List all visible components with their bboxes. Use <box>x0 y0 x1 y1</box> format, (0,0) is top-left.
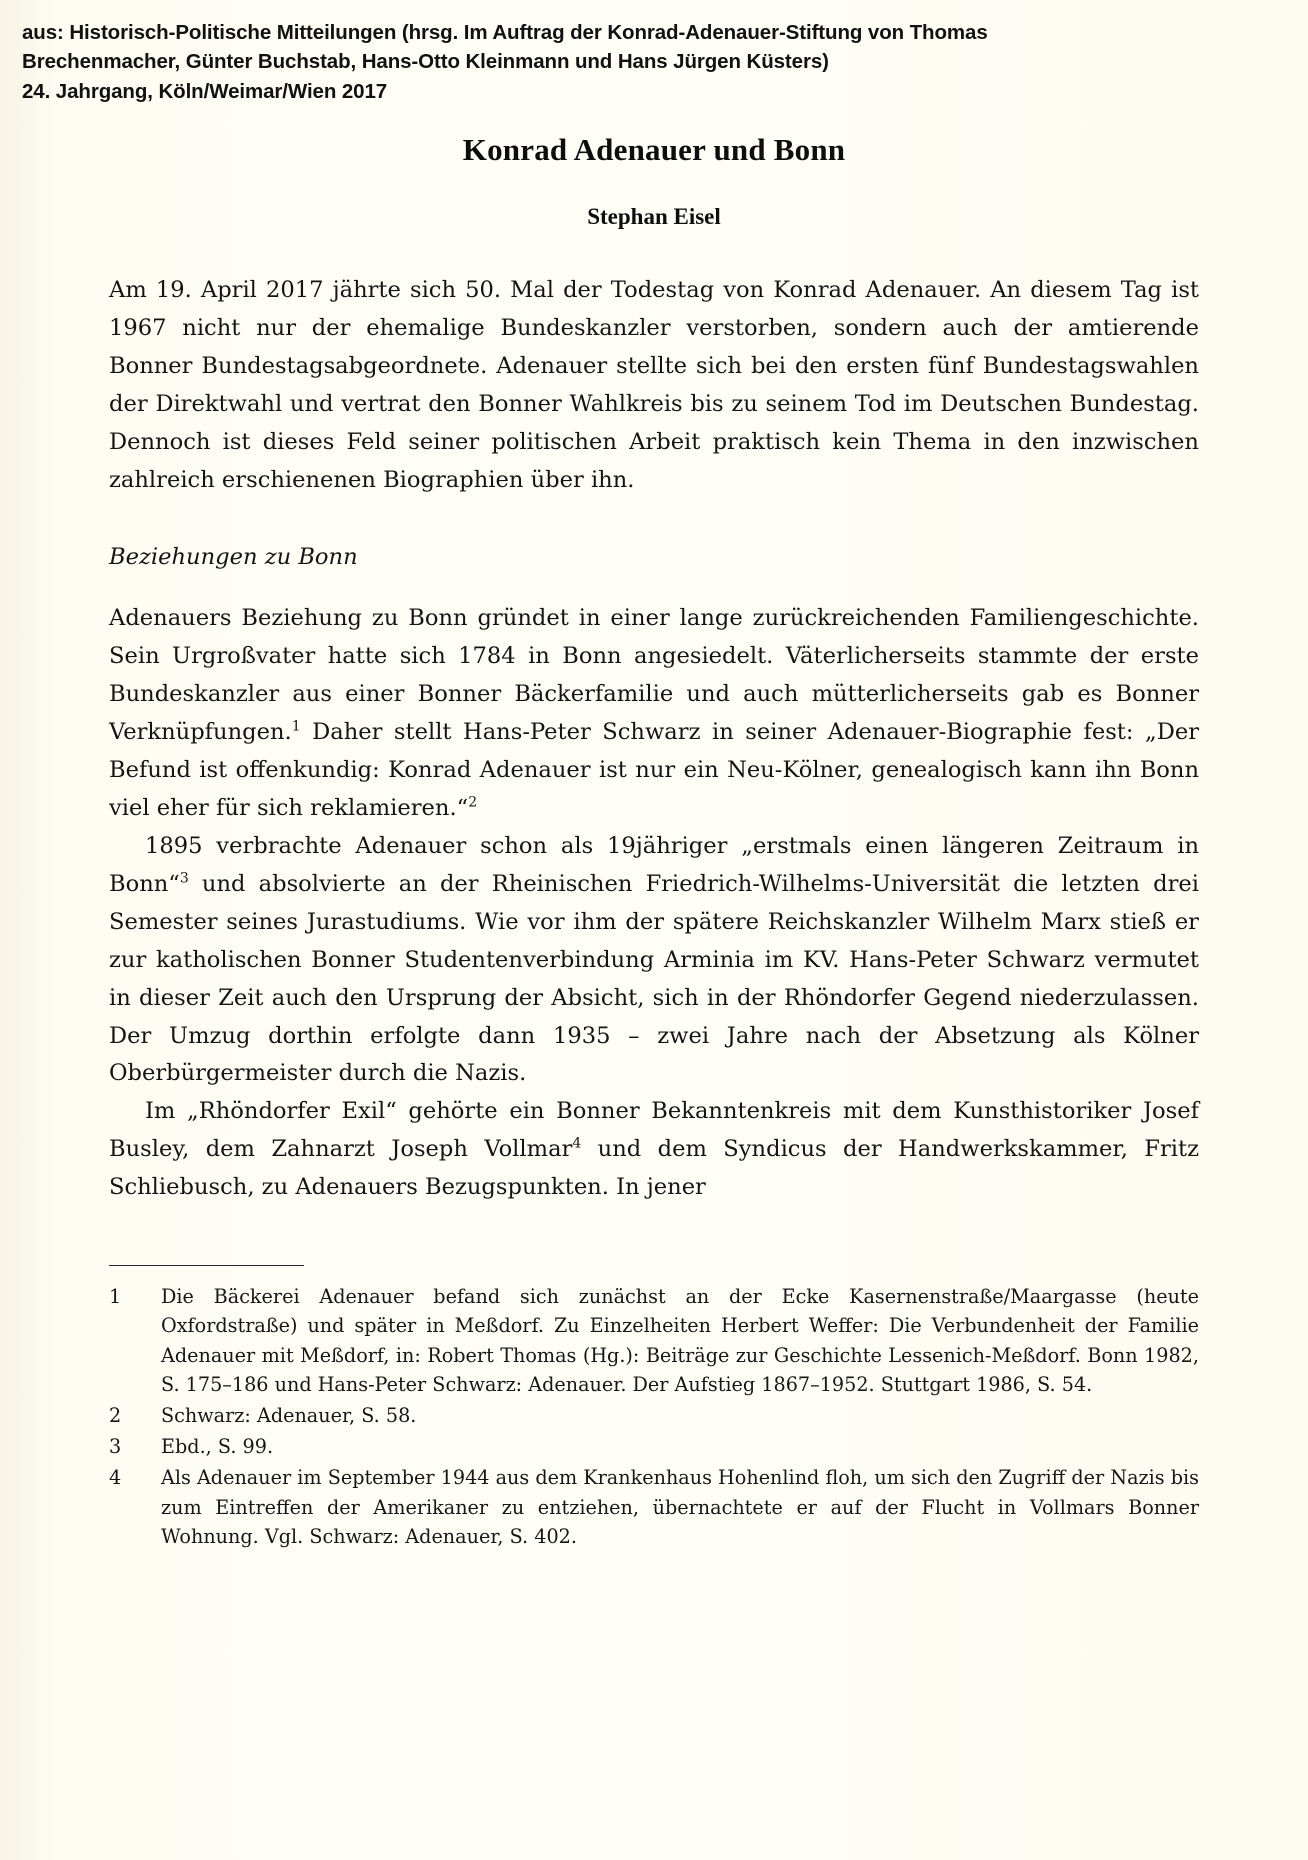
paragraph-text-part: und dem Syndicus der Handwerkskammer, Fritz Schliebusch, zu Adenauers Bezugspunkten. In jener <box>109 1136 1199 1201</box>
source-citation-line-3: 24. Jahrgang, Köln/Weimar/Wien 2017 <box>22 80 388 104</box>
footnote-marker-2[interactable]: 2 <box>468 794 478 811</box>
footnote-number: 2 <box>109 1404 122 1428</box>
paragraph-text-part: und absolvierte an der Rheinischen Friedrich-Wilhelms-Universität die letzten drei Semester seines Jurastudiums. Wie vor ihm der spätere Reichskanzler Wilhelm Marx stieß er zur katholischen Bonner Studentenverbindung Arminia im KV. Hans-Peter Schwarz vermutet in dieser Zeit auch den Ursprung der Absicht, sich in der Rhöndorfer Gegend niederzulassen. Der Umzug dorthin erfolgte dann 1935 – zwei Jahre nach der Absetzung als Kölner Oberbürgermeister durch die Nazis. <box>109 870 1199 1087</box>
section-heading: Beziehungen zu Bonn <box>109 544 358 571</box>
footnote-item <box>109 1401 1199 1430</box>
footnote-marker-3[interactable]: 3 <box>179 870 189 887</box>
article-title: Konrad Adenauer und Bonn <box>462 132 846 168</box>
footnote-separator-rule <box>109 1265 304 1266</box>
footnote-item <box>109 1432 1199 1461</box>
article-body <box>109 272 1199 1207</box>
paragraph-text-part: Adenauers Beziehung zu Bonn gründet in einer lange zurückreichenden Familiengeschichte. Sein Urgroßvater hatte sich 1784 in Bonn angesiedelt. Väterlicherseits stammte der erste Bundeskanzler aus einer Bonner Bäckerfamilie und auch mütterlicherseits gab es Bonner Verknüpfungen. <box>109 605 1199 745</box>
intro-paragraph: Am 19. April 2017 jährte sich 50. Mal der Todestag von Konrad Adenauer. An diesem Tag ist 1967 nicht nur der ehemalige Bundeskanzler verstorben, sondern auch der amtierende Bonner Bundestagsabgeordnete. Adenauer stellte sich bei den ersten fünf Bundestagswahlen der Direktwahl und vertrat den Bonner Wahlkreis bis zu seinem Tod im Deutschen Bundestag. Dennoch ist dieses Feld seiner politischen Arbeit praktisch kein Thema in den inzwischen zahlreich erschienenen Biographien über ihn. <box>109 277 1199 494</box>
paragraph-family-history <box>109 600 1199 828</box>
source-citation-note <box>0 14 1308 106</box>
footnote-text: Die Bäckerei Adenauer befand sich zunächst an der Ecke Kasernenstraße/Maargasse (heute Oxfordstraße) und später in Meßdorf. Zu Einzelheiten Herbert Weffer: Die Verbundenheit der Familie Adenauer mit Meßdorf, in: Robert Thomas (Hg.): Beiträge zur Geschichte Lessenich-Meßdorf. Bonn 1982, S. 175–186 und Hans-Peter Schwarz: Adenauer. Der Aufstieg 1867–1952. Stuttgart 1986, S. 54. <box>161 1285 1199 1396</box>
source-citation-line-2: Brechenmacher, Günter Buchstab, Hans-Otto Kleinmann und Hans Jürgen Küsters) <box>22 50 829 74</box>
source-citation-line-1: aus: Historisch-Politische Mitteilungen (hrsg. Im Auftrag der Konrad-Adenauer-Stiftung von Thomas <box>22 21 988 44</box>
footnote-marker-4[interactable]: 4 <box>572 1135 582 1152</box>
footnotes-section <box>109 1265 1199 1593</box>
paragraph-rhoendorfer-exil <box>109 1093 1199 1207</box>
footnote-text: Als Adenauer im September 1944 aus dem Krankenhaus Hohenlind floh, um sich den Zugriff der Nazis bis zum Eintreffen der Amerikaner zu entziehen, übernachtete er auf der Flucht in Vollmars Bonner Wohnung. Vgl. Schwarz: Adenauer, S. 402. <box>161 1466 1199 1548</box>
footnote-number: 1 <box>109 1285 122 1309</box>
paragraph-text-part: Im „Rhöndorfer Exil“ gehörte ein Bonner Bekanntenkreis mit dem Kunsthistoriker Josef Busley, dem Zahnarzt Joseph Vollmar <box>109 1098 1199 1163</box>
article <box>0 132 1308 1207</box>
article-author: Stephan Eisel <box>587 204 721 230</box>
footnote-number: 4 <box>109 1466 122 1490</box>
footnote-item <box>109 1282 1199 1399</box>
footnote-marker-1[interactable]: 1 <box>291 718 301 735</box>
paragraph-text-part: Daher stellt Hans-Peter Schwarz in seiner Adenauer-Biographie fest: „Der Befund ist offenkundig: Konrad Adenauer ist nur ein Neu-Kölner, genealogisch kann ihn Bonn viel eher für sich reklamieren.“ <box>109 718 1199 821</box>
footnote-number: 3 <box>109 1435 122 1459</box>
footnote-text: Ebd., S. 99. <box>161 1435 274 1459</box>
paragraph-studies-bonn <box>109 828 1199 1094</box>
paragraph-text-part: 1895 verbrachte Adenauer schon als 19jähriger „erstmals einen längeren Zeitraum in Bonn“ <box>109 832 1199 897</box>
footnote-item <box>109 1463 1199 1551</box>
footnote-text: Schwarz: Adenauer, S. 58. <box>161 1404 417 1428</box>
